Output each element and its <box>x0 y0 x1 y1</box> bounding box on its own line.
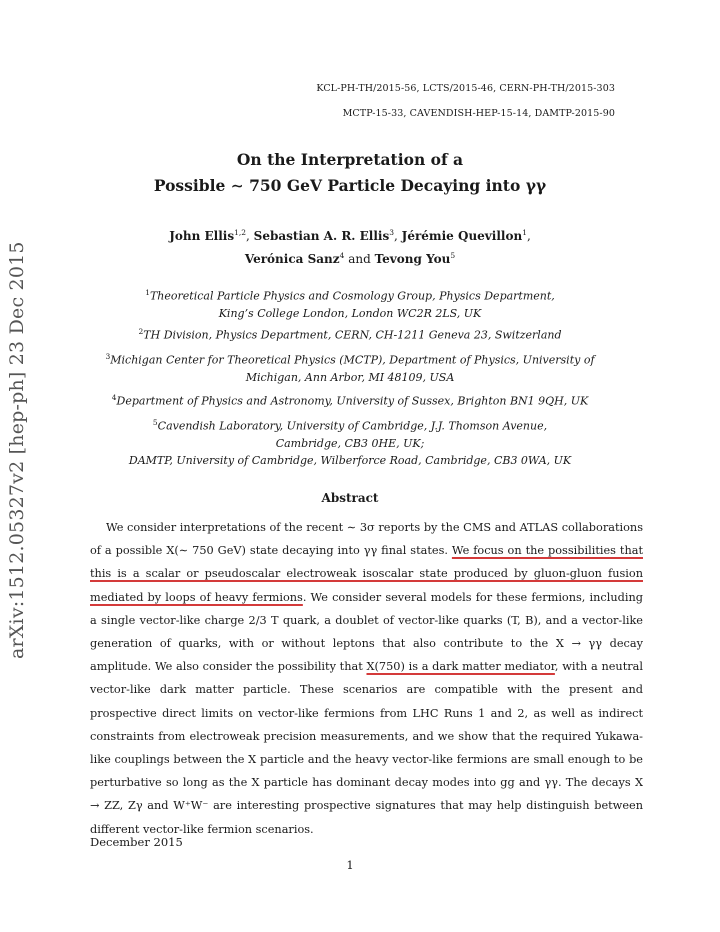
author-name: Verónica Sanz <box>244 252 340 266</box>
affiliation-text: King’s College London, London WC2R 2LS, UK <box>218 306 482 320</box>
author-name: Jérémie Quevillon <box>401 229 523 243</box>
affiliation-number: 5 <box>152 418 158 427</box>
affiliation-4 <box>0 389 700 410</box>
author-affil-sup: 3 <box>389 228 395 237</box>
affiliation-3 <box>0 348 700 386</box>
author-conjunction: and <box>348 252 371 266</box>
author-name: John Ellis <box>169 229 235 243</box>
paper-title-line-2: Possible ∼ 750 GeV Particle Decaying into γγ <box>153 176 547 195</box>
affiliation-number: 4 <box>111 393 117 402</box>
affiliation-text: Cambridge, CB3 0HE, UK; <box>275 436 425 450</box>
affiliation-text: Cavendish Laboratory, University of Cambridge, J.J. Thomson Avenue, <box>157 419 548 433</box>
highlighted-text: X(750) is a dark matter mediator <box>366 660 555 674</box>
author-line-2 <box>0 251 700 266</box>
page-number: 1 <box>346 858 354 872</box>
author-affil-sup: 1 <box>522 228 527 237</box>
affiliation-number: 3 <box>105 352 111 361</box>
author-affil-sup: 1,2 <box>234 228 247 237</box>
affiliation-1 <box>0 284 700 322</box>
report-number-line-2: MCTP-15-33, CAVENDISH-HEP-15-14, DAMTP-2015-90 <box>342 108 615 119</box>
affiliation-number: 1 <box>145 288 150 297</box>
affiliation-text: Michigan Center for Theoretical Physics (MCTP), Department of Physics, University of <box>110 353 595 367</box>
abstract-text: , with a neutral vector-like dark matter particle. These scenarios are compatible with the present and prospective direct limits on vector-like fermions from LHC Runs 1 and 2, as well as indirect constraints from electroweak precision measurements, and we show that the required Yukawa-like couplings between the X particle and the heavy vector-like fermions are small enough to be perturbative so long as the X particle has dominant decay modes into gg and γγ. The decays X → ZZ, Zγ and W⁺W⁻ are interesting prospective signatures that may help distinguish between different vector-like fermion scenarios. <box>90 660 643 836</box>
author-affil-sup: 4 <box>339 251 345 260</box>
author-name: Sebastian A. R. Ellis <box>253 229 390 243</box>
affiliation-text: Michigan, Ann Arbor, MI 48109, USA <box>245 370 455 384</box>
arxiv-identifier-stamp: arXiv:1512.05327v2 [hep-ph] 23 Dec 2015 <box>6 241 28 659</box>
abstract-text: We consider interpretations of the recent ∼ 3σ reports by the CMS and ATLAS collaborations of a possible X(∼ 750 GeV) state decaying into γγ final states. <box>90 521 643 558</box>
affiliation-2 <box>0 323 700 344</box>
affiliation-text: Theoretical Particle Physics and Cosmology Group, Physics Department, <box>149 289 555 303</box>
abstract-text: . We consider several models for these fermions, including a single vector-like charge 2/3 T quark, a doublet of vector-like quarks (T, B), and a vector-like generation of quarks, with or without leptons that also contribute to the X → γγ decay amplitude. We also consider the possibility that <box>90 590 643 674</box>
report-number-line-1: KCL-PH-TH/2015-56, LCTS/2015-46, CERN-PH-TH/2015-303 <box>316 83 615 94</box>
abstract-body <box>90 516 643 841</box>
author-line-1: John Ellis$^{1,2}$, Sebastian A. R. Ellis$^3$, Jérémie Quevillon$^1$, <box>169 228 531 243</box>
affiliation-5 <box>0 414 700 469</box>
abstract-paragraph <box>90 516 643 841</box>
publication-date: December 2015 <box>90 835 183 849</box>
affiliation-number: 2 <box>138 327 144 336</box>
highlighted-text: We focus on the possibilities that this is a scalar or pseudoscalar electroweak isoscalar state produced by gluon-gluon fusion mediated by loops of heavy fermions <box>90 544 643 604</box>
author-name: Tevong You <box>374 252 451 266</box>
paper-title-line-1: On the Interpretation of a <box>236 150 464 169</box>
author-affil-sup: 5 <box>450 251 456 260</box>
affiliation-text: TH Division, Physics Department, CERN, CH-1211 Geneva 23, Switzerland <box>143 328 562 342</box>
affiliation-text: Department of Physics and Astronomy, University of Sussex, Brighton BN1 9QH, UK <box>116 394 589 408</box>
abstract-heading: Abstract <box>321 491 379 505</box>
affiliation-text: DAMTP, University of Cambridge, Wilberforce Road, Cambridge, CB3 0WA, UK <box>128 453 572 467</box>
